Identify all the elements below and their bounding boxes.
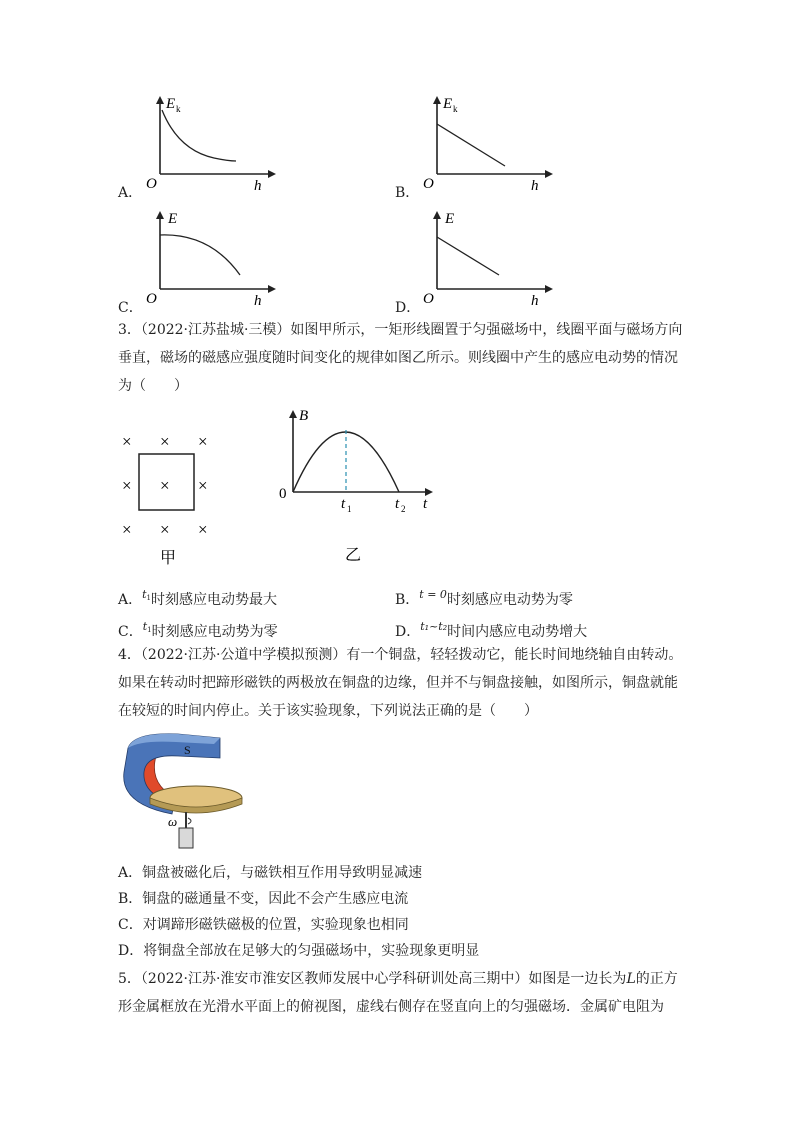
q4-stem [118,641,688,725]
t2-label: t [395,496,400,512]
x-axis-label: h [254,178,262,194]
option-text: 时间内感应电动势增大 [447,624,588,640]
y-axis-label: B [299,408,309,424]
stem-line: 3．（2022·江苏盐城·三模）如图甲所示，一矩形线圈置于匀强磁场中，线圈平面与磁场方向 [118,322,683,338]
option-text: 时刻感应电动势为零 [446,592,573,608]
option-label: A． [118,592,143,608]
origin-label: O [146,291,157,307]
q3-option-d[interactable] [395,617,587,642]
y-axis-label: E [166,96,176,112]
field-cross: × [198,432,208,451]
stem-line: 在较短的时间内停止。关于该实验现象，下列说法正确的是（ ） [118,703,538,719]
option-math: t [142,588,147,601]
option-b-graph[interactable] [395,90,555,200]
field-cross: × [160,432,170,451]
option-text: 时刻感应电动势为零 [151,624,278,640]
stem-math: L [626,971,636,987]
q4-option-a[interactable]: A．铜盘被磁化后，与磁铁相互作用导致明显减速 [118,865,423,881]
field-cross: × [122,432,132,451]
option-label: B． [395,592,420,608]
field-cross: × [122,476,132,495]
omega-label: ω [168,814,178,829]
magnet-pole-label: S [184,743,191,757]
q5-stem [118,965,688,1021]
graph-ek-line [415,90,555,200]
origin-label: O [146,176,157,192]
x-axis-label: t [423,496,428,512]
figure-caption: 甲 [160,550,177,567]
field-cross: × [160,476,170,495]
option-text: 时刻感应电动势最大 [151,592,278,608]
option-label: D． [395,300,421,316]
t1-sub: 1 [347,504,352,514]
x-axis-label: h [254,293,262,309]
field-cross: × [160,520,170,539]
stem-line: 4．（2022·江苏·公道中学模拟预测）有一个铜盘，轻轻拨动它，能长时间地绕轴自由转动。 [118,647,683,663]
y-axis-sub: k [176,104,181,114]
stem-line: 形金属框放在光滑水平面上的俯视图，虚线右侧存在竖直向上的匀强磁场．金属矿电阻为 [118,999,664,1015]
q3-option-a[interactable] [118,585,277,610]
q3-option-b[interactable] [395,585,573,610]
y-axis-sub: k [453,104,458,114]
x-axis-label: h [531,293,539,309]
q3-option-c[interactable] [118,617,278,642]
option-c-graph[interactable] [118,205,278,317]
q4-options [118,860,479,964]
origin-label: O [423,291,434,307]
field-cross: × [122,520,132,539]
figure-caption: 乙 [345,547,362,564]
option-label: C． [118,624,143,640]
option-label: D． [395,624,421,640]
stem-text: 的正方 [635,971,678,987]
option-math-sub: 1 [146,594,152,602]
figure-jia-coil [110,425,230,570]
stem-line: 为（ ） [118,378,188,394]
y-axis-label: E [445,211,455,227]
t1-label: t [341,496,346,512]
stem-line: 垂直，磁场的磁感应强度随时间变化的规律如图乙所示。则线圈中产生的感应电动势的情况 [118,350,678,366]
figure-yi-graph [275,402,445,574]
option-math: t = 0 [419,588,447,601]
copper-disk-figure [118,728,258,856]
q4-option-d[interactable]: D．将铜盘全部放在足够大的匀强磁场中，实验现象更明显 [118,943,480,959]
y-axis-label: E [443,96,453,112]
t2-sub: 2 [401,504,406,514]
q4-option-b[interactable]: B．铜盘的磁通量不变，因此不会产生感应电流 [118,891,409,907]
stem-text: 5．（2022·江苏·淮安市淮安区教师发展中心学科研训处高三期中）如图是一边长为 [118,971,627,987]
y-axis-label: E [168,211,178,227]
origin-label: 0 [279,486,287,502]
stem-line [118,965,688,993]
field-cross: × [198,476,208,495]
option-label: B． [395,185,420,201]
option-a-graph[interactable] [118,90,278,200]
stem-line: 如果在转动时把蹄形磁铁的两极放在铜盘的边缘，但并不与铜盘接触，如图所示，铜盘就能 [118,675,678,691]
q4-option-c[interactable]: C．对调蹄形磁铁磁极的位置，实验现象也相同 [118,917,409,933]
option-math: t₁~t₂ [420,620,448,633]
axle-base [179,828,193,848]
option-math: t [142,620,148,633]
option-d-graph[interactable] [395,205,555,317]
graph-e-line [415,205,555,315]
option-label: A． [118,185,143,201]
q3-stem [118,316,688,400]
graph-e-curve [138,205,278,315]
x-axis-label: h [531,178,539,194]
field-cross: × [198,520,208,539]
graph-ek-curve [138,90,278,200]
option-label: C． [118,300,143,316]
option-math-sub: 1 [147,626,152,634]
origin-label: O [423,176,434,192]
